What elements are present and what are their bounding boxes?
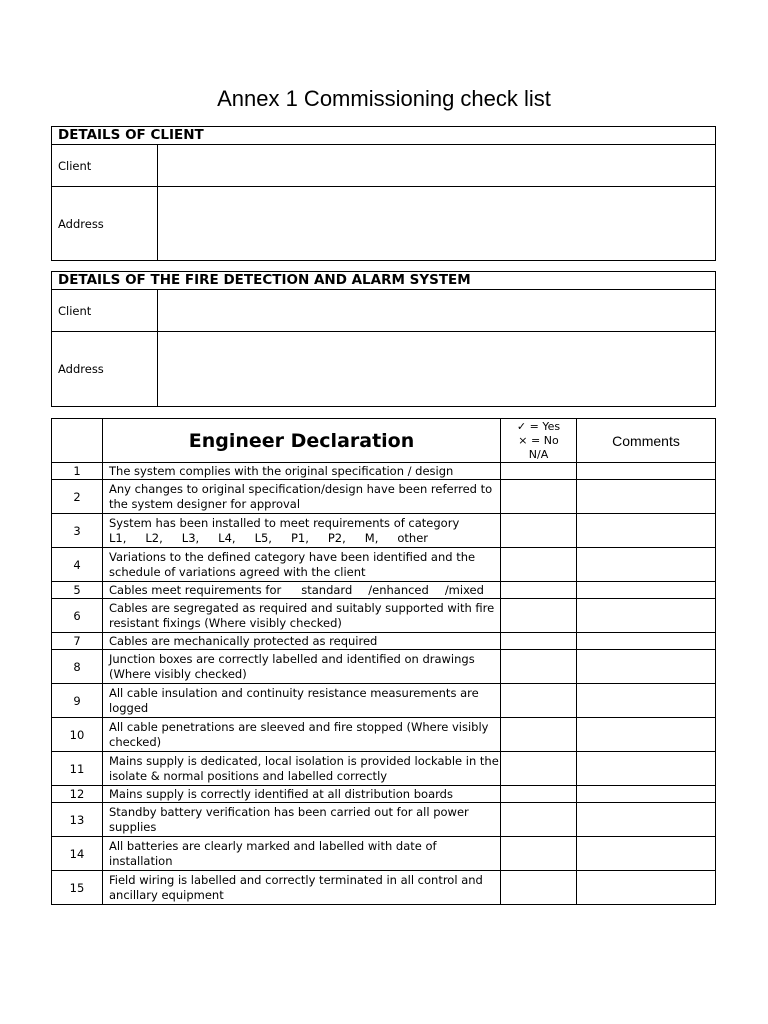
engineer-declaration-table	[51, 418, 716, 905]
checklist-row	[52, 871, 716, 905]
comments-cell[interactable]	[577, 582, 716, 599]
row-description-text: Field wiring is labelled and correctly terminated in all control and ancillary equipment	[109, 872, 483, 902]
row-description-text: Variations to the defined category have been identified and the schedule of variations agreed with the client	[109, 549, 476, 579]
status-cell[interactable]	[501, 514, 577, 548]
checklist-row	[52, 582, 716, 599]
row-description-text: Junction boxes are correctly labelled and identified on drawings (Where visibly checked)	[109, 651, 475, 681]
status-cell[interactable]	[501, 599, 577, 633]
row-number: 9	[52, 684, 103, 718]
checklist-row	[52, 684, 716, 718]
client-label: Client	[52, 145, 158, 187]
category-option[interactable]: L2,	[145, 530, 163, 545]
system-address-label: Address	[52, 332, 158, 407]
row-description	[103, 786, 501, 803]
comments-cell[interactable]	[577, 752, 716, 786]
comments-cell[interactable]	[577, 871, 716, 905]
comments-cell[interactable]	[577, 548, 716, 582]
no-legend: × = No	[518, 433, 559, 447]
row-description	[103, 752, 501, 786]
status-cell[interactable]	[501, 650, 577, 684]
row-number: 8	[52, 650, 103, 684]
category-option[interactable]: L3,	[181, 530, 200, 545]
status-cell[interactable]	[501, 803, 577, 837]
status-cell[interactable]	[501, 480, 577, 514]
page-title: Annex 1 Commissioning check list	[217, 86, 551, 111]
system-details-table	[51, 271, 716, 407]
comments-cell[interactable]	[577, 633, 716, 650]
system-client-label: Client	[52, 290, 158, 332]
comments-cell[interactable]	[577, 837, 716, 871]
row-number: 10	[52, 718, 103, 752]
row-description	[103, 718, 501, 752]
cable-option[interactable]: /mixed	[444, 582, 484, 597]
row-number: 5	[52, 582, 103, 599]
comments-cell[interactable]	[577, 786, 716, 803]
checklist-row	[52, 803, 716, 837]
na-legend: N/A	[528, 447, 549, 461]
status-cell[interactable]	[501, 786, 577, 803]
row-description-text: Any changes to original specification/design have been referred to the system designer for approval	[109, 481, 493, 511]
row-number: 13	[52, 803, 103, 837]
system-address-value-field[interactable]	[158, 332, 716, 407]
status-cell[interactable]	[501, 837, 577, 871]
row-description	[103, 871, 501, 905]
category-option[interactable]: other	[397, 530, 429, 545]
row-description-text: Cables are segregated as required and suitably supported with fire resistant fixings (Where visibly checked)	[109, 600, 495, 630]
address-value-field[interactable]	[158, 187, 716, 261]
row-description	[103, 548, 501, 582]
row-description-text: All cable penetrations are sleeved and fire stopped (Where visibly checked)	[109, 719, 489, 749]
category-option[interactable]: P1,	[290, 530, 309, 545]
checklist-row	[52, 548, 716, 582]
row-number: 7	[52, 633, 103, 650]
row-number: 12	[52, 786, 103, 803]
checklist-row	[52, 463, 716, 480]
client-details-table	[51, 126, 716, 261]
row-description	[103, 599, 501, 633]
cable-option[interactable]: standard	[301, 582, 353, 597]
declaration-header-row	[52, 419, 716, 463]
comments-cell[interactable]	[577, 463, 716, 480]
category-option[interactable]: L5,	[254, 530, 272, 545]
status-cell[interactable]	[501, 633, 577, 650]
comments-cell[interactable]	[577, 803, 716, 837]
comments-cell[interactable]	[577, 650, 716, 684]
client-value-field[interactable]	[158, 145, 716, 187]
address-label: Address	[52, 187, 158, 261]
comments-cell[interactable]	[577, 684, 716, 718]
comments-cell[interactable]	[577, 718, 716, 752]
row-description-text: All cable insulation and continuity resistance measurements are logged	[109, 685, 479, 715]
row-description-text: System has been installed to meet requirements of category	[109, 515, 460, 530]
status-cell[interactable]	[501, 548, 577, 582]
checklist-row	[52, 837, 716, 871]
category-option[interactable]: P2,	[327, 530, 346, 545]
category-option[interactable]: L4,	[218, 530, 236, 545]
row-description-text: All batteries are clearly marked and labelled with date of installation	[109, 838, 437, 868]
row-number: 15	[52, 871, 103, 905]
client-details-heading: DETAILS OF CLIENT	[52, 127, 716, 145]
row-description	[103, 582, 501, 599]
number-header-cell	[52, 419, 103, 463]
checklist-row	[52, 633, 716, 650]
row-number: 3	[52, 514, 103, 548]
row-description-text: Standby battery verification has been carried out for all power supplies	[109, 804, 469, 834]
category-options	[109, 531, 500, 546]
row-number: 2	[52, 480, 103, 514]
checklist-row	[52, 786, 716, 803]
row-description-text: Cables meet requirements for	[109, 582, 282, 597]
status-cell[interactable]	[501, 463, 577, 480]
row-description-text: The system complies with the original specification / design	[109, 463, 454, 478]
row-description-text: Mains supply is dedicated, local isolation is provided lockable in the isolate & normal positions and labelled correctly	[109, 753, 499, 783]
status-cell[interactable]	[501, 684, 577, 718]
checklist-row	[52, 752, 716, 786]
row-number: 4	[52, 548, 103, 582]
declaration-heading: Engineer Declaration	[103, 419, 501, 463]
row-number: 14	[52, 837, 103, 871]
checklist-row	[52, 650, 716, 684]
row-description	[103, 684, 501, 718]
yes-legend: ✓ = Yes	[516, 419, 561, 433]
comments-heading: Comments	[577, 419, 716, 463]
row-number: 11	[52, 752, 103, 786]
row-description	[103, 837, 501, 871]
checklist-row	[52, 480, 716, 514]
system-details-heading: DETAILS OF THE FIRE DETECTION AND ALARM SYSTEM	[52, 272, 716, 290]
cable-option[interactable]: /enhanced	[368, 582, 429, 597]
status-legend	[501, 419, 577, 463]
row-number: 6	[52, 599, 103, 633]
system-client-value-field[interactable]	[158, 290, 716, 332]
checklist-row	[52, 514, 716, 548]
status-cell[interactable]	[501, 582, 577, 599]
category-option[interactable]: L1,	[109, 530, 127, 545]
status-cell[interactable]	[501, 752, 577, 786]
row-description-text: Cables are mechanically protected as required	[109, 633, 378, 648]
comments-cell[interactable]	[577, 599, 716, 633]
row-description	[103, 650, 501, 684]
comments-cell[interactable]	[577, 514, 716, 548]
row-description	[103, 480, 501, 514]
row-description-text: Mains supply is correctly identified at all distribution boards	[109, 786, 453, 801]
row-description	[103, 803, 501, 837]
row-number: 1	[52, 463, 103, 480]
checklist-row	[52, 599, 716, 633]
category-option[interactable]: M,	[364, 530, 379, 545]
row-description	[103, 463, 501, 480]
comments-cell[interactable]	[577, 480, 716, 514]
status-cell[interactable]	[501, 871, 577, 905]
checklist-row	[52, 718, 716, 752]
row-description	[103, 633, 501, 650]
status-cell[interactable]	[501, 718, 577, 752]
row-description	[103, 514, 501, 548]
